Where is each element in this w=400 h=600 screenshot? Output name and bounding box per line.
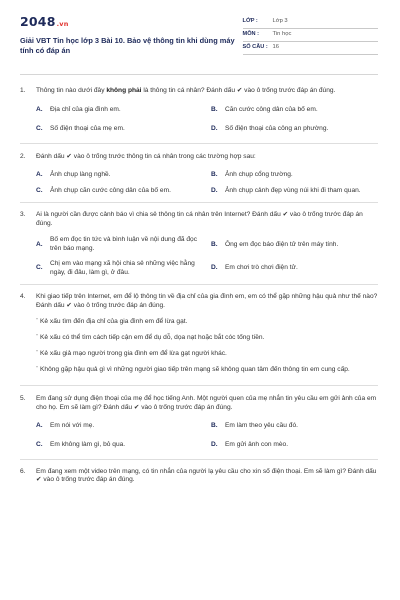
option-text: Số điện thoại của mẹ em. [50,124,125,132]
logo-suffix: .vn [56,20,69,28]
option-label: B. [211,105,218,113]
option-b[interactable] [211,171,378,180]
question-text: Ai là người cần được cảnh báo vì chia sẻ thông tin cá nhân trên Internet? Đánh dấu ✔ vào ô trống trước đáp án đúng. [36,211,363,228]
option-text: Bố em đọc tin tức và bình luận về nội dung đã đọc trên báo mạng. [50,236,198,253]
question-divider [20,202,378,203]
question-text-part: là thông tin cá nhân? Đánh dấu ✔ vào ô trống trước đáp án đúng. [141,87,336,94]
option-b[interactable] [211,106,378,115]
option-text: Em làm theo yêu cầu đó. [225,421,298,429]
meta-value: Tin học [272,31,292,38]
header-left [20,14,243,55]
option-d[interactable] [211,125,378,134]
answer-options [36,171,378,197]
question-5 [20,395,378,450]
option-label: A. [36,421,43,429]
question-6 [20,468,378,486]
option-text: Em nói với mẹ. [50,421,95,429]
option-label: A. [36,240,43,248]
option-c[interactable] [36,125,203,134]
question-text-part: Thông tin nào dưới đây [36,87,107,94]
option-text: Căn cước công dân của bố em. [225,105,318,113]
question-divider [20,385,378,386]
answer-list [36,318,378,375]
option-b[interactable] [211,236,378,254]
option-label: C. [36,187,43,195]
option-label: A. [36,170,43,178]
option-label: A. [36,105,43,113]
option-a[interactable] [36,422,203,431]
option-d[interactable] [211,441,378,450]
option-text: Ảnh chụp cổng trường. [225,170,293,178]
option-label: C. [36,124,43,132]
answer-options [36,106,378,134]
header-divider [20,74,378,75]
question-number: 2. [20,152,26,160]
question-divider [20,459,378,460]
option-text: Ông em đọc báo điện tử trên máy tính. [225,240,339,248]
question-4 [20,293,378,375]
answer-item[interactable]: ¨ Kẻ xấu tìm đến địa chỉ của gia đình em để lừa gạt. [36,318,188,326]
site-logo[interactable] [20,14,243,31]
question-divider [20,284,378,285]
option-text: Ảnh chụp căn cước công dân của bố em. [50,187,171,195]
question-1 [20,87,378,134]
option-label: C. [36,264,43,272]
answer-item[interactable]: ¨ Không gặp hậu quả gì vì những người giao tiếp trên mạng sẽ không quan tâm đến thông tin em cung cấp. [36,366,350,374]
question-number: 4. [20,292,26,300]
question-number: 1. [20,87,26,94]
option-label: B. [211,170,218,178]
option-a[interactable] [36,106,203,115]
question-emphasis: không phải [106,87,142,94]
worksheet-header [20,14,378,66]
answer-text: Không gặp hậu quả gì vì những người giao tiếp trên mạng sẽ không quan tâm đến thông tin em cung cấp. [40,366,350,374]
meta-key: SỐ CÂU : [242,44,268,51]
option-label: C. [36,440,43,448]
meta-row-grade [243,16,378,29]
option-c[interactable] [36,441,203,450]
option-text: Em chơi trò chơi điện tử. [225,264,298,272]
option-label: D. [211,264,218,272]
option-label: B. [211,240,218,248]
meta-key: MÔN : [242,31,260,38]
option-text: Ảnh chụp cảnh đẹp vùng núi khi đi tham quan. [225,187,361,195]
option-text: Em gửi ảnh con mèo. [225,440,289,448]
option-label: D. [211,124,218,132]
option-text: Chị em vào mạng xã hội chia sẻ những việc hằng ngày, đi đâu, làm gì, ở đâu. [50,259,195,276]
option-text: Em không làm gì, bỏ qua. [50,440,126,448]
option-a[interactable] [36,236,203,254]
question-number: 6. [20,467,26,475]
answer-item[interactable]: ¨ Kẻ xấu có thể tìm cách tiếp cận em để dụ dỗ, dọa nạt hoặc bắt cóc tống tiền. [36,334,265,342]
question-text: Em đang sử dụng điện thoại của mẹ để học tiếng Anh. Một người quen của mẹ nhắn tin yêu cầu em gửi ảnh của em cho họ. Em sẽ làm gì? Đánh dấu ✔ vào ô trống trước đáp án đúng. [36,395,377,411]
option-text: Địa chỉ của gia đình em. [50,105,121,113]
question-number: 5. [20,395,26,403]
question-3 [20,211,378,277]
answer-options [36,422,378,450]
option-d[interactable] [211,187,378,196]
meta-value: Lớp 3 [272,18,288,25]
question-divider [20,143,378,144]
meta-row-count [243,42,378,55]
option-a[interactable] [36,171,203,180]
answer-text: Kẻ xấu giả mạo người trong gia đình em để lừa gạt người khác. [40,350,227,358]
option-b[interactable] [211,422,378,431]
answer-options [36,236,378,278]
meta-row-subject [243,29,378,42]
meta-table [243,16,378,55]
option-c[interactable] [36,260,203,278]
meta-value: 16 [272,44,279,51]
option-label: D. [211,440,218,448]
question-text [36,87,378,96]
logo-main: 2048 [20,14,56,29]
question-text: Khi giao tiếp trên Internet, em để lộ thông tin về địa chỉ của gia đình em, em có thể gặp những hậu quả như thế nào? Đánh dấu ✔ vào ô trống trước đáp án đúng. [36,292,378,309]
question-2 [20,153,378,197]
option-d[interactable] [211,260,378,278]
option-c[interactable] [36,187,203,196]
question-text: Đánh dấu ✔ vào ô trống trước thông tin cá nhân trong các trường hợp sau: [36,152,256,160]
meta-key: LỚP : [242,18,258,25]
answer-text: Kẻ xấu tìm đến địa chỉ của gia đình em để lừa gạt. [40,318,188,326]
question-number: 3. [20,211,26,219]
option-label: D. [211,187,218,195]
answer-text: Kẻ xấu có thể tìm cách tiếp cận em để dụ dỗ, dọa nạt hoặc bắt cóc tống tiền. [40,334,265,342]
question-text: Em đang xem một video trên mạng, có tin nhắn của người lạ yêu cầu cho xin số điện thoại. Em sẽ làm gì? Đánh dấu ✔ vào ô trống trước đáp án đúng. [36,467,377,484]
option-text: Ảnh chụp làng nghề. [50,170,111,178]
option-text: Số điện thoại của công an phường. [225,124,329,132]
answer-item[interactable]: ¨ Kẻ xấu giả mạo người trong gia đình em để lừa gạt người khác. [36,350,227,358]
worksheet-title: Giải VBT Tin học lớp 3 Bài 10. Bảo vệ thông tin khi dùng máy tính có đáp án [20,35,235,55]
option-label: B. [211,421,218,429]
